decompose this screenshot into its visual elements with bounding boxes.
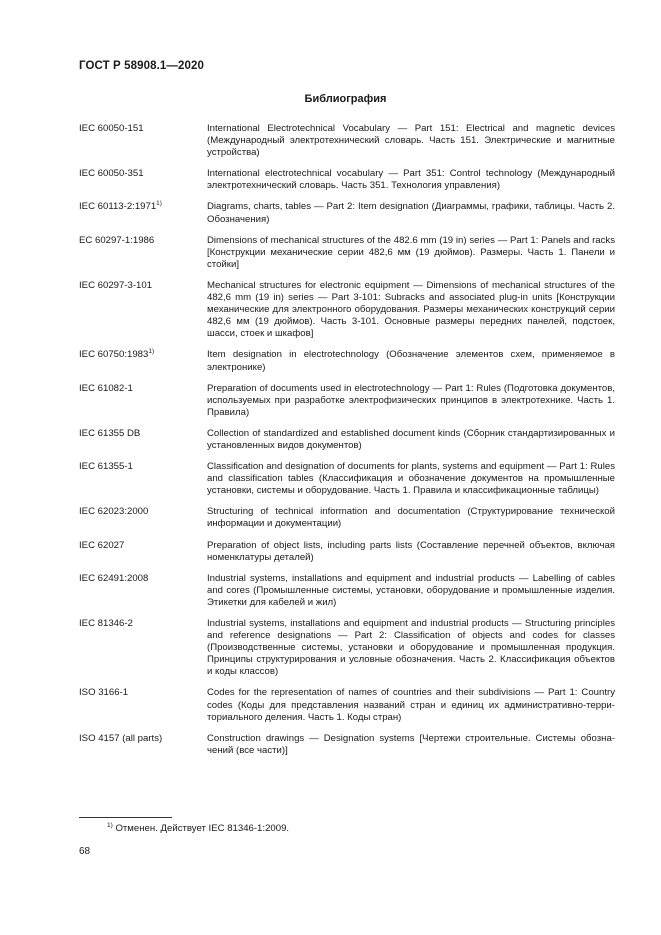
reference-designation — [79, 618, 207, 678]
bibliography-entry — [79, 201, 615, 225]
reference-designation — [79, 201, 207, 225]
document-code: ГОСТ Р 58908.1—2020 — [79, 60, 204, 72]
footnote-reference: 1) — [148, 348, 155, 356]
bibliography-entry — [79, 349, 615, 373]
footnote — [107, 822, 289, 834]
footnote-text: Отменен. Действует IEC 81346-1:2009. — [112, 823, 290, 835]
reference-designation — [79, 168, 207, 192]
reference-code: IEC 60750:1983 — [79, 349, 149, 361]
reference-code: IEC 62491:2008 — [79, 572, 149, 584]
reference-code: IEC 61082-1 — [79, 382, 133, 394]
reference-code: IEC 60050-351 — [79, 168, 144, 180]
reference-code: EC 60297-1:1986 — [79, 234, 155, 246]
reference-title: International electrotechnical vocabulary — Part 351: Control technology (Международный электротехнический словарь. Часть 351. Технология управления) — [207, 168, 615, 192]
reference-code: IEC 61355-1 — [79, 461, 133, 473]
bibliography-entry — [79, 618, 615, 678]
page-number: 68 — [79, 846, 91, 857]
reference-title: Mechanical structures for electronic equipment — Dimensions of mechanical structures of the 482,6 mm (19 in) series — Part 3-101: Subracks and associated plug-in units [Конструкции механические для электронного оборудования. Размеры механических конструкций серии 482,6 мм (19 дюймов). Часть 3-101. Основные размеры передних панелей, подстоек, шасси, стоек и шкафов] — [207, 279, 615, 340]
footnote-marker: 1) — [107, 822, 113, 829]
reference-designation — [79, 506, 207, 530]
reference-code: ISO 3166-1 — [79, 687, 129, 699]
reference-title: Preparation of documents used in electrotechnology — Part 1: Rules (Подготовка документов, используемых при разработке электрофизических принципов в электротехнике. Часть 1. Правила) — [207, 382, 615, 418]
reference-title: Dimensions of mechanical structures of the 482.6 mm (19 in) series — Part 1: Panels and racks [Конструкции механические серии 482,6 мм (19 дюймов). Размеры. Часть 1. Панели и стойки] — [207, 234, 615, 270]
reference-designation — [79, 540, 207, 564]
reference-title: Classification and designation of documents for plants, systems and equipment — Part 1: Rules and classification tables (Классификация и обозначение документов на промышленные установки, системы и оборудование. Часть 1. Правила и классификационные таблицы) — [207, 461, 615, 497]
bibliography-entry — [79, 687, 615, 723]
bibliography-entry — [79, 506, 615, 530]
reference-title: Collection of standardized and established document kinds (Сборник стандартизированных и установленных видов документов) — [207, 427, 615, 451]
reference-title: Construction drawings — Designation systems [Чертежи строительные. Системы обозначений (все части)] — [207, 732, 615, 756]
bibliography-list — [79, 123, 615, 766]
reference-designation — [79, 461, 207, 497]
reference-title: Diagrams, charts, tables — Part 2: Item designation (Диаграммы, графики, таблицы. Часть 2. Обозначения) — [207, 201, 615, 225]
reference-title: Industrial systems, installations and equipment and industrial products — Structuring principles and reference designations — Part 2: Classification of objects and codes for classes (Производственные системы, установки и оборудование и промышленная продукция. Принципы структурирования и условные обозначения. Часть 2. Классификация объектов и коды классов) — [207, 618, 615, 678]
bibliography-entry — [79, 235, 615, 271]
reference-code: IEC 61355 DB — [79, 427, 141, 439]
reference-designation — [79, 280, 207, 340]
reference-title: Item designation in electrotechnology (Обозначение элементов схем, применяемое в электронике) — [207, 349, 615, 373]
bibliography-entry — [79, 280, 615, 340]
reference-code: IEC 60050-151 — [79, 123, 144, 134]
reference-code: ISO 4157 (all parts) — [79, 732, 163, 744]
bibliography-entry — [79, 168, 615, 192]
reference-designation — [79, 349, 207, 373]
reference-title: Preparation of object lists, including parts lists (Составление перечней объектов, включая номенклатуры деталей) — [207, 539, 615, 563]
reference-code: IEC 81346-2 — [79, 618, 133, 629]
reference-code: IEC 62027 — [79, 539, 125, 551]
reference-designation — [79, 235, 207, 271]
reference-designation — [79, 573, 207, 609]
bibliography-entry — [79, 573, 615, 609]
footnote-divider — [79, 817, 172, 818]
reference-code: IEC 60113-2:1971 — [79, 201, 157, 213]
section-title: Библиография — [304, 93, 387, 105]
footnote-reference: 1) — [156, 200, 162, 208]
reference-designation — [79, 733, 207, 757]
reference-designation — [79, 687, 207, 723]
bibliography-entry — [79, 383, 615, 419]
bibliography-entry — [79, 123, 615, 159]
bibliography-entry — [79, 733, 615, 757]
reference-title: International Electrotechnical Vocabulary — Part 151: Electrical and magnetic devices (Международный электротехнический словарь. Часть 151. Электрические и магнитные устройства) — [207, 123, 615, 159]
reference-designation — [79, 383, 207, 419]
reference-title: Industrial systems, installations and equipment and industrial products — Labelling of cables and cores (Промышленные системы, установки, оборудование и промышленные изделия. Этикетки для кабелей и жил) — [207, 572, 615, 608]
reference-designation — [79, 428, 207, 452]
reference-title: Structuring of technical information and documentation (Структурирование технической информации и документации) — [207, 506, 615, 530]
bibliography-entry — [79, 461, 615, 497]
bibliography-entry — [79, 540, 615, 564]
bibliography-entry — [79, 428, 615, 452]
reference-code: IEC 62023:2000 — [79, 506, 149, 518]
reference-title: Codes for the representation of names of countries and their subdivisions — Part 1: Country codes (Коды для представления названий стран и единиц их административно-территориального деления. Часть 1. Коды стран) — [207, 687, 615, 723]
reference-designation — [79, 123, 207, 159]
reference-code: IEC 60297-3-101 — [79, 279, 153, 291]
